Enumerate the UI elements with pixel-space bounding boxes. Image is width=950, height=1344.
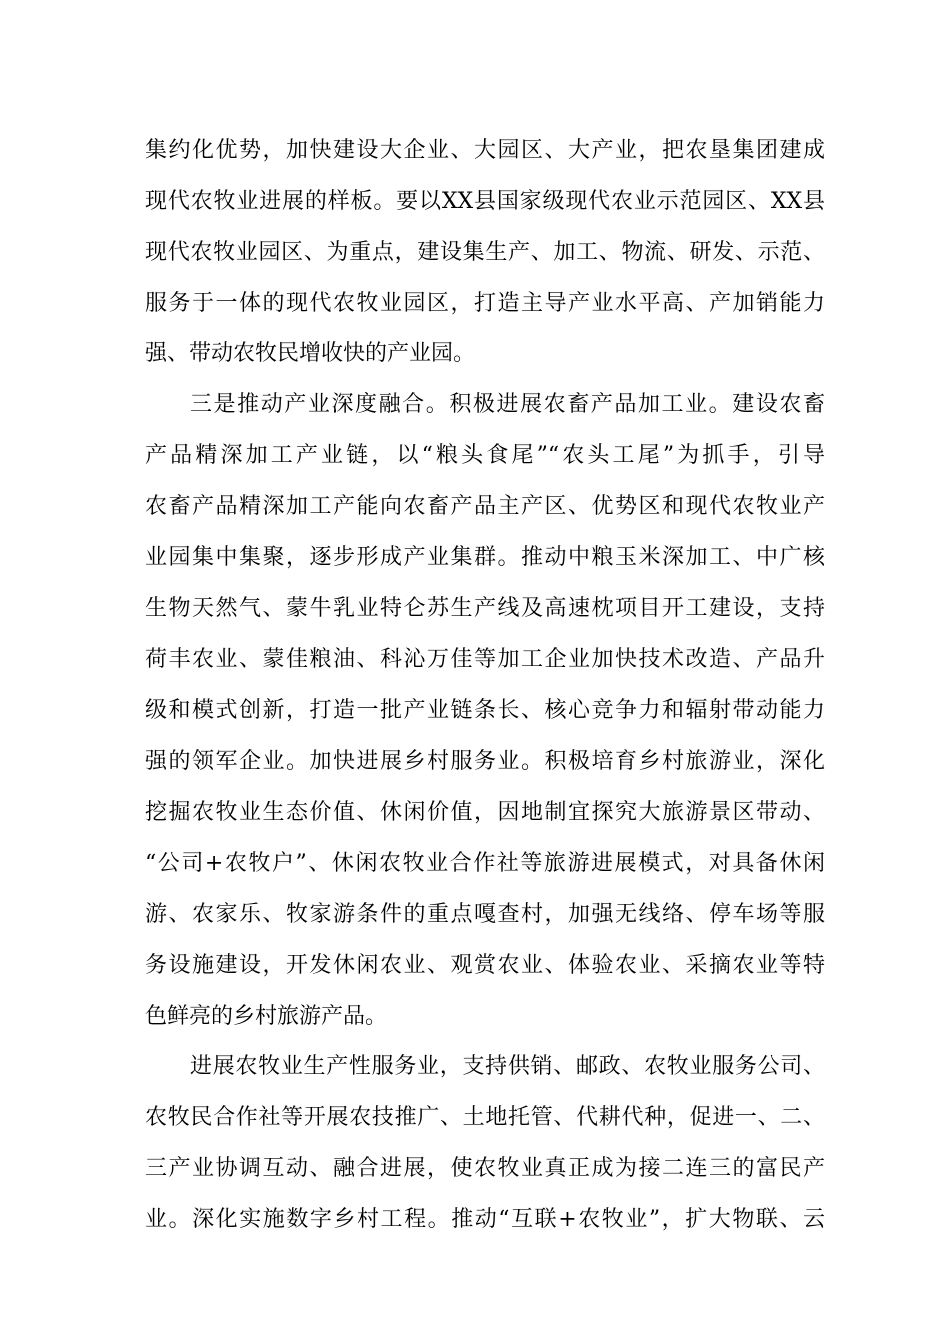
text-line: 生物天然气、蒙牛乳业特仑苏生产线及高速枕项目开工建设，支持 [145, 596, 825, 621]
text-line: 业。深化实施数字乡村工程。推动“互联+农牧业”，扩大物联、云 [145, 1207, 825, 1232]
text-line: 挖掘农牧业生态价值、休闲价值，因地制宜探究大旅游景区带动、 [145, 800, 825, 825]
text-line: 现代农牧业进展的样板。要以XX县国家级现代农业示范园区、XX县 [145, 189, 825, 214]
text-line: 色鲜亮的乡村旅游产品。 [145, 1004, 388, 1029]
text-line: 强、带动农牧民增收快的产业园。 [145, 341, 476, 366]
paragraph-first-line: 三是推动产业深度融合。积极进展农畜产品加工业。建设农畜 [190, 392, 825, 417]
text-line: 农畜产品精深加工产能向农畜产品主产区、优势区和现代农牧业产 [145, 494, 825, 519]
text-line: 三产业协调互动、融合进展，使农牧业真正成为接二连三的富民产 [145, 1156, 825, 1181]
text-line: “公司+农牧户”、休闲农牧业合作社等旅游进展模式，对具备休闲 [145, 851, 825, 876]
text-line: 务设施建设，开发休闲农业、观赏农业、体验农业、采摘农业等特 [145, 953, 825, 978]
text-line: 现代农牧业园区、为重点，建设集生产、加工、物流、研发、示范、 [145, 240, 825, 265]
text-line: 服务于一体的现代农牧业园区，打造主导产业水平高、产加销能力 [145, 291, 825, 316]
text-line: 业园集中集聚，逐步形成产业集群。推动中粮玉米深加工、中广核 [145, 545, 825, 570]
text-line: 强的领军企业。加快进展乡村服务业。积极培育乡村旅游业，深化 [145, 749, 825, 774]
text-line: 农牧民合作社等开展农技推广、土地托管、代耕代种，促进一、二、 [145, 1105, 825, 1130]
text-line: 游、农家乐、牧家游条件的重点嘎查村，加强无线络、停车场等服 [145, 902, 825, 927]
text-line: 荷丰农业、蒙佳粮油、科沁万佳等加工企业加快技术改造、产品升 [145, 647, 825, 672]
text-line: 级和模式创新，打造一批产业链条长、核心竞争力和辐射带动能力 [145, 698, 825, 723]
paragraph-first-line: 进展农牧业生产性服务业，支持供销、邮政、农牧业服务公司、 [190, 1054, 825, 1079]
text-line: 产品精深加工产业链，以“粮头食尾”“农头工尾”为抓手，引导 [145, 443, 825, 468]
text-line: 集约化优势，加快建设大企业、大园区、大产业，把农垦集团建成 [145, 138, 825, 163]
